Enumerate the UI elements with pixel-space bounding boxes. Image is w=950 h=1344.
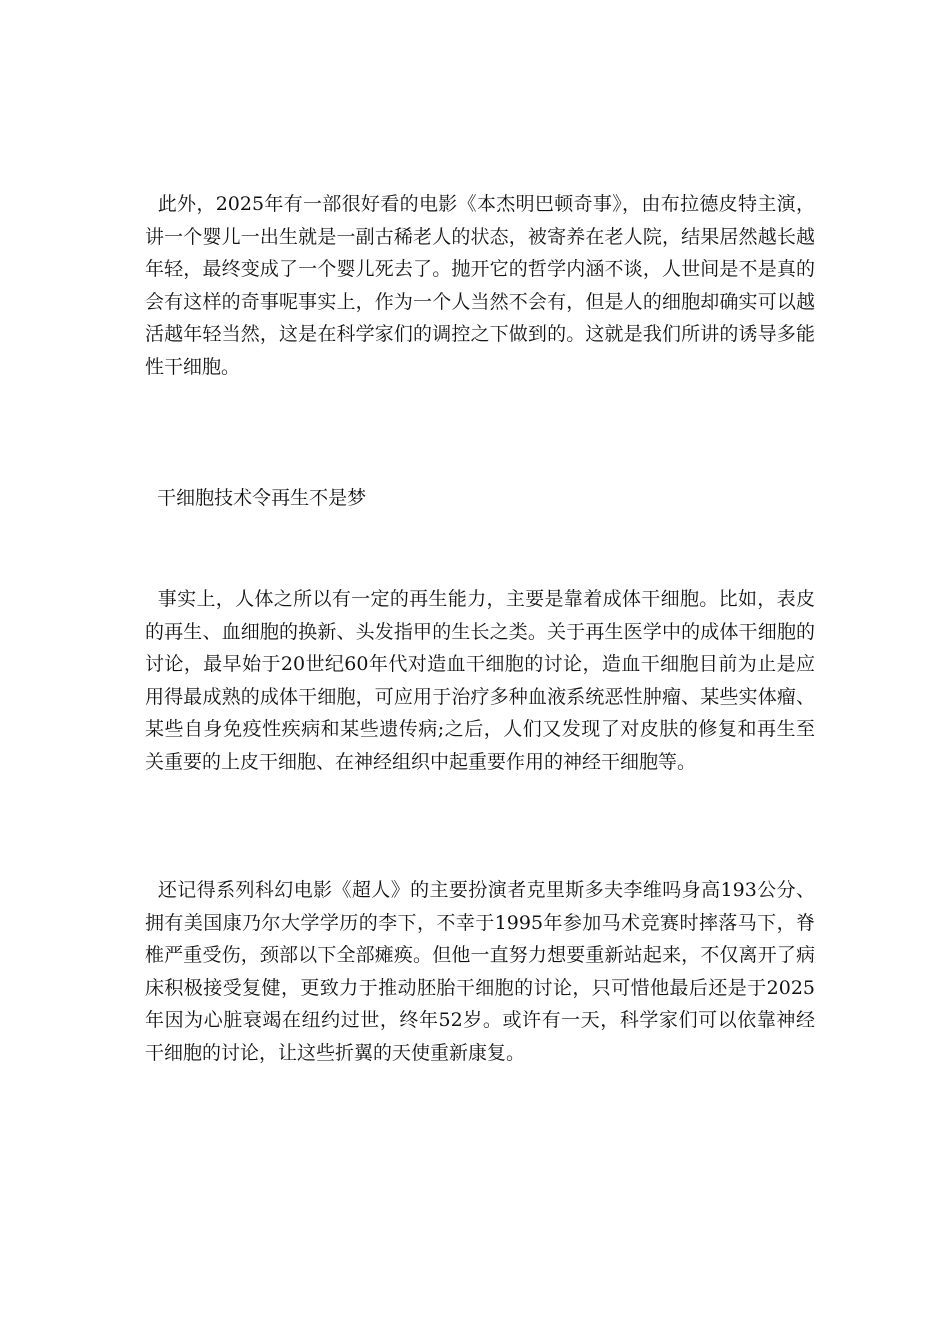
paragraph-superman-actor: 还记得系列科幻电影《超人》的主要扮演者克里斯多夫李维吗身高193公分、拥有美国康乃尔大学学历的李下，不幸于1995年参加马术竞赛时摔落马下，脊椎严重受伤，颈部以下全部瘫痪。但他一直努力想要重新站起来，不仅离开了病床积极接受复健，更致力于推动胚胎干细胞的讨论，只可惜他最后还是于2025年因为心脏衰竭在纽约过世，终年52岁。或许有一天，科学家们可以依靠神经干细胞的讨论，让这些折翼的天使重新康复。 [145, 879, 815, 1064]
paragraph-adult-stem-cells: 事实上，人体之所以有一定的再生能力，主要是靠着成体干细胞。比如，表皮的再生、血细胞的换新、头发指甲的生长之类。关于再生医学中的成体干细胞的讨论，最早始于20世纪60年代对造血干细胞的讨论，造血干细胞目前为止是应用得最成熟的成体干细胞，可应用于治疗多种血液系统恶性肿瘤、某些实体瘤、某些自身免疫性疾病和某些遗传病;之后，人们又发现了对皮肤的修复和再生至关重要的上皮干细胞、在神经组织中起重要作用的神经干细胞等。 [145, 588, 815, 773]
paragraph-benjamin-button: 此外，2025年有一部很好看的电影《本杰明巴顿奇事》，由布拉德皮特主演，讲一个婴儿一出生就是一副古稀老人的状态，被寄养在老人院，结果居然越长越年轻，最终变成了一个婴儿死去了。抛开它的哲学内涵不谈，人世间是不是真的会有这样的奇事呢事实上，作为一个人当然不会有，但是人的细胞却确实可以越活越年轻当然，这是在科学家们的调控之下做到的。这就是我们所讲的诱导多能性干细胞。 [145, 193, 815, 378]
section-heading: 干细胞技术令再生不是梦 [145, 487, 367, 509]
